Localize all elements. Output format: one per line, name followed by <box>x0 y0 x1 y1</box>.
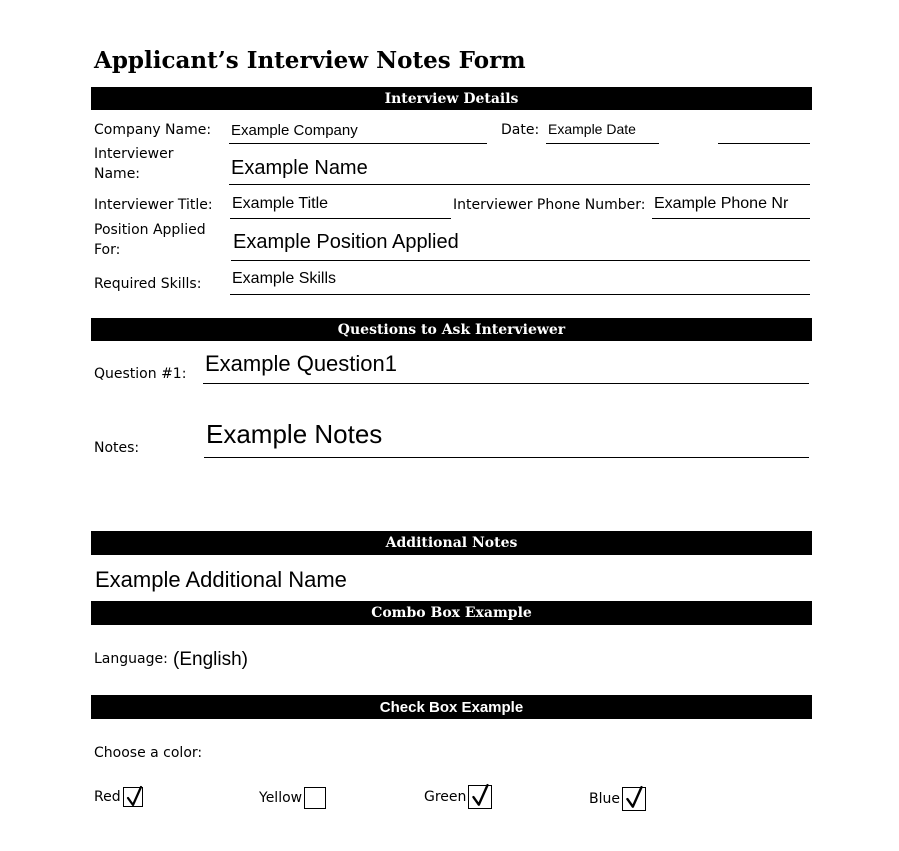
interviewer-phone-field[interactable]: Example Phone Nr <box>652 192 810 219</box>
position-applied-field[interactable]: Example Position Applied <box>231 227 810 261</box>
checkbox-blue-label: Blue <box>589 791 620 807</box>
section-header-questions: Questions to Ask Interviewer <box>91 318 812 341</box>
checkbox-blue[interactable] <box>589 787 646 811</box>
interviewer-name-field[interactable]: Example Name <box>229 153 810 185</box>
checkbox-yellow-label: Yellow <box>259 790 303 806</box>
checkbox-yellow[interactable] <box>259 787 326 809</box>
company-name-field[interactable]: Example Company <box>229 119 487 144</box>
company-name-label: Company Name: <box>94 122 212 138</box>
checkmark-icon <box>125 785 145 809</box>
checkbox-yellow-box[interactable] <box>304 787 326 809</box>
interviewer-name-label: Interviewer Name: <box>94 146 174 182</box>
question1-field[interactable]: Example Question1 <box>203 349 809 384</box>
additional-notes-field[interactable]: Example Additional Name <box>95 567 347 592</box>
checkbox-green-label: Green <box>424 789 467 805</box>
notes-label: Notes: <box>94 440 140 456</box>
required-skills-field[interactable]: Example Skills <box>230 267 810 295</box>
checkbox-red[interactable] <box>94 787 143 807</box>
checkbox-green[interactable] <box>424 785 492 809</box>
checkbox-red-box[interactable] <box>123 787 143 807</box>
interviewer-title-field[interactable]: Example Title <box>230 192 451 219</box>
checkbox-red-label: Red <box>94 789 121 805</box>
section-header-additional-notes: Additional Notes <box>91 531 812 555</box>
notes-field[interactable]: Example Notes <box>204 416 809 458</box>
required-skills-label: Required Skills: <box>94 276 202 292</box>
section-header-check-box: Check Box Example <box>91 695 812 719</box>
section-header-interview-details: Interview Details <box>91 87 812 110</box>
position-applied-label: Position Applied For: <box>94 222 206 258</box>
date-label: Date: <box>501 122 540 138</box>
checkmark-icon <box>470 783 492 809</box>
language-combo-box[interactable]: (English) <box>173 649 248 670</box>
checkbox-green-box[interactable] <box>468 785 492 809</box>
form-title: Applicant’s Interview Notes Form <box>94 47 526 74</box>
interviewer-phone-label: Interviewer Phone Number: <box>453 197 646 213</box>
question1-label: Question #1: <box>94 366 187 382</box>
choose-color-label: Choose a color: <box>94 745 203 761</box>
section-header-combo-box: Combo Box Example <box>91 601 812 625</box>
language-label: Language: <box>94 651 168 667</box>
checkmark-icon <box>624 785 646 811</box>
date-extra-field[interactable] <box>718 118 810 144</box>
interviewer-title-label: Interviewer Title: <box>94 197 213 213</box>
date-field[interactable]: Example Date <box>546 118 659 144</box>
checkbox-blue-box[interactable] <box>622 787 646 811</box>
